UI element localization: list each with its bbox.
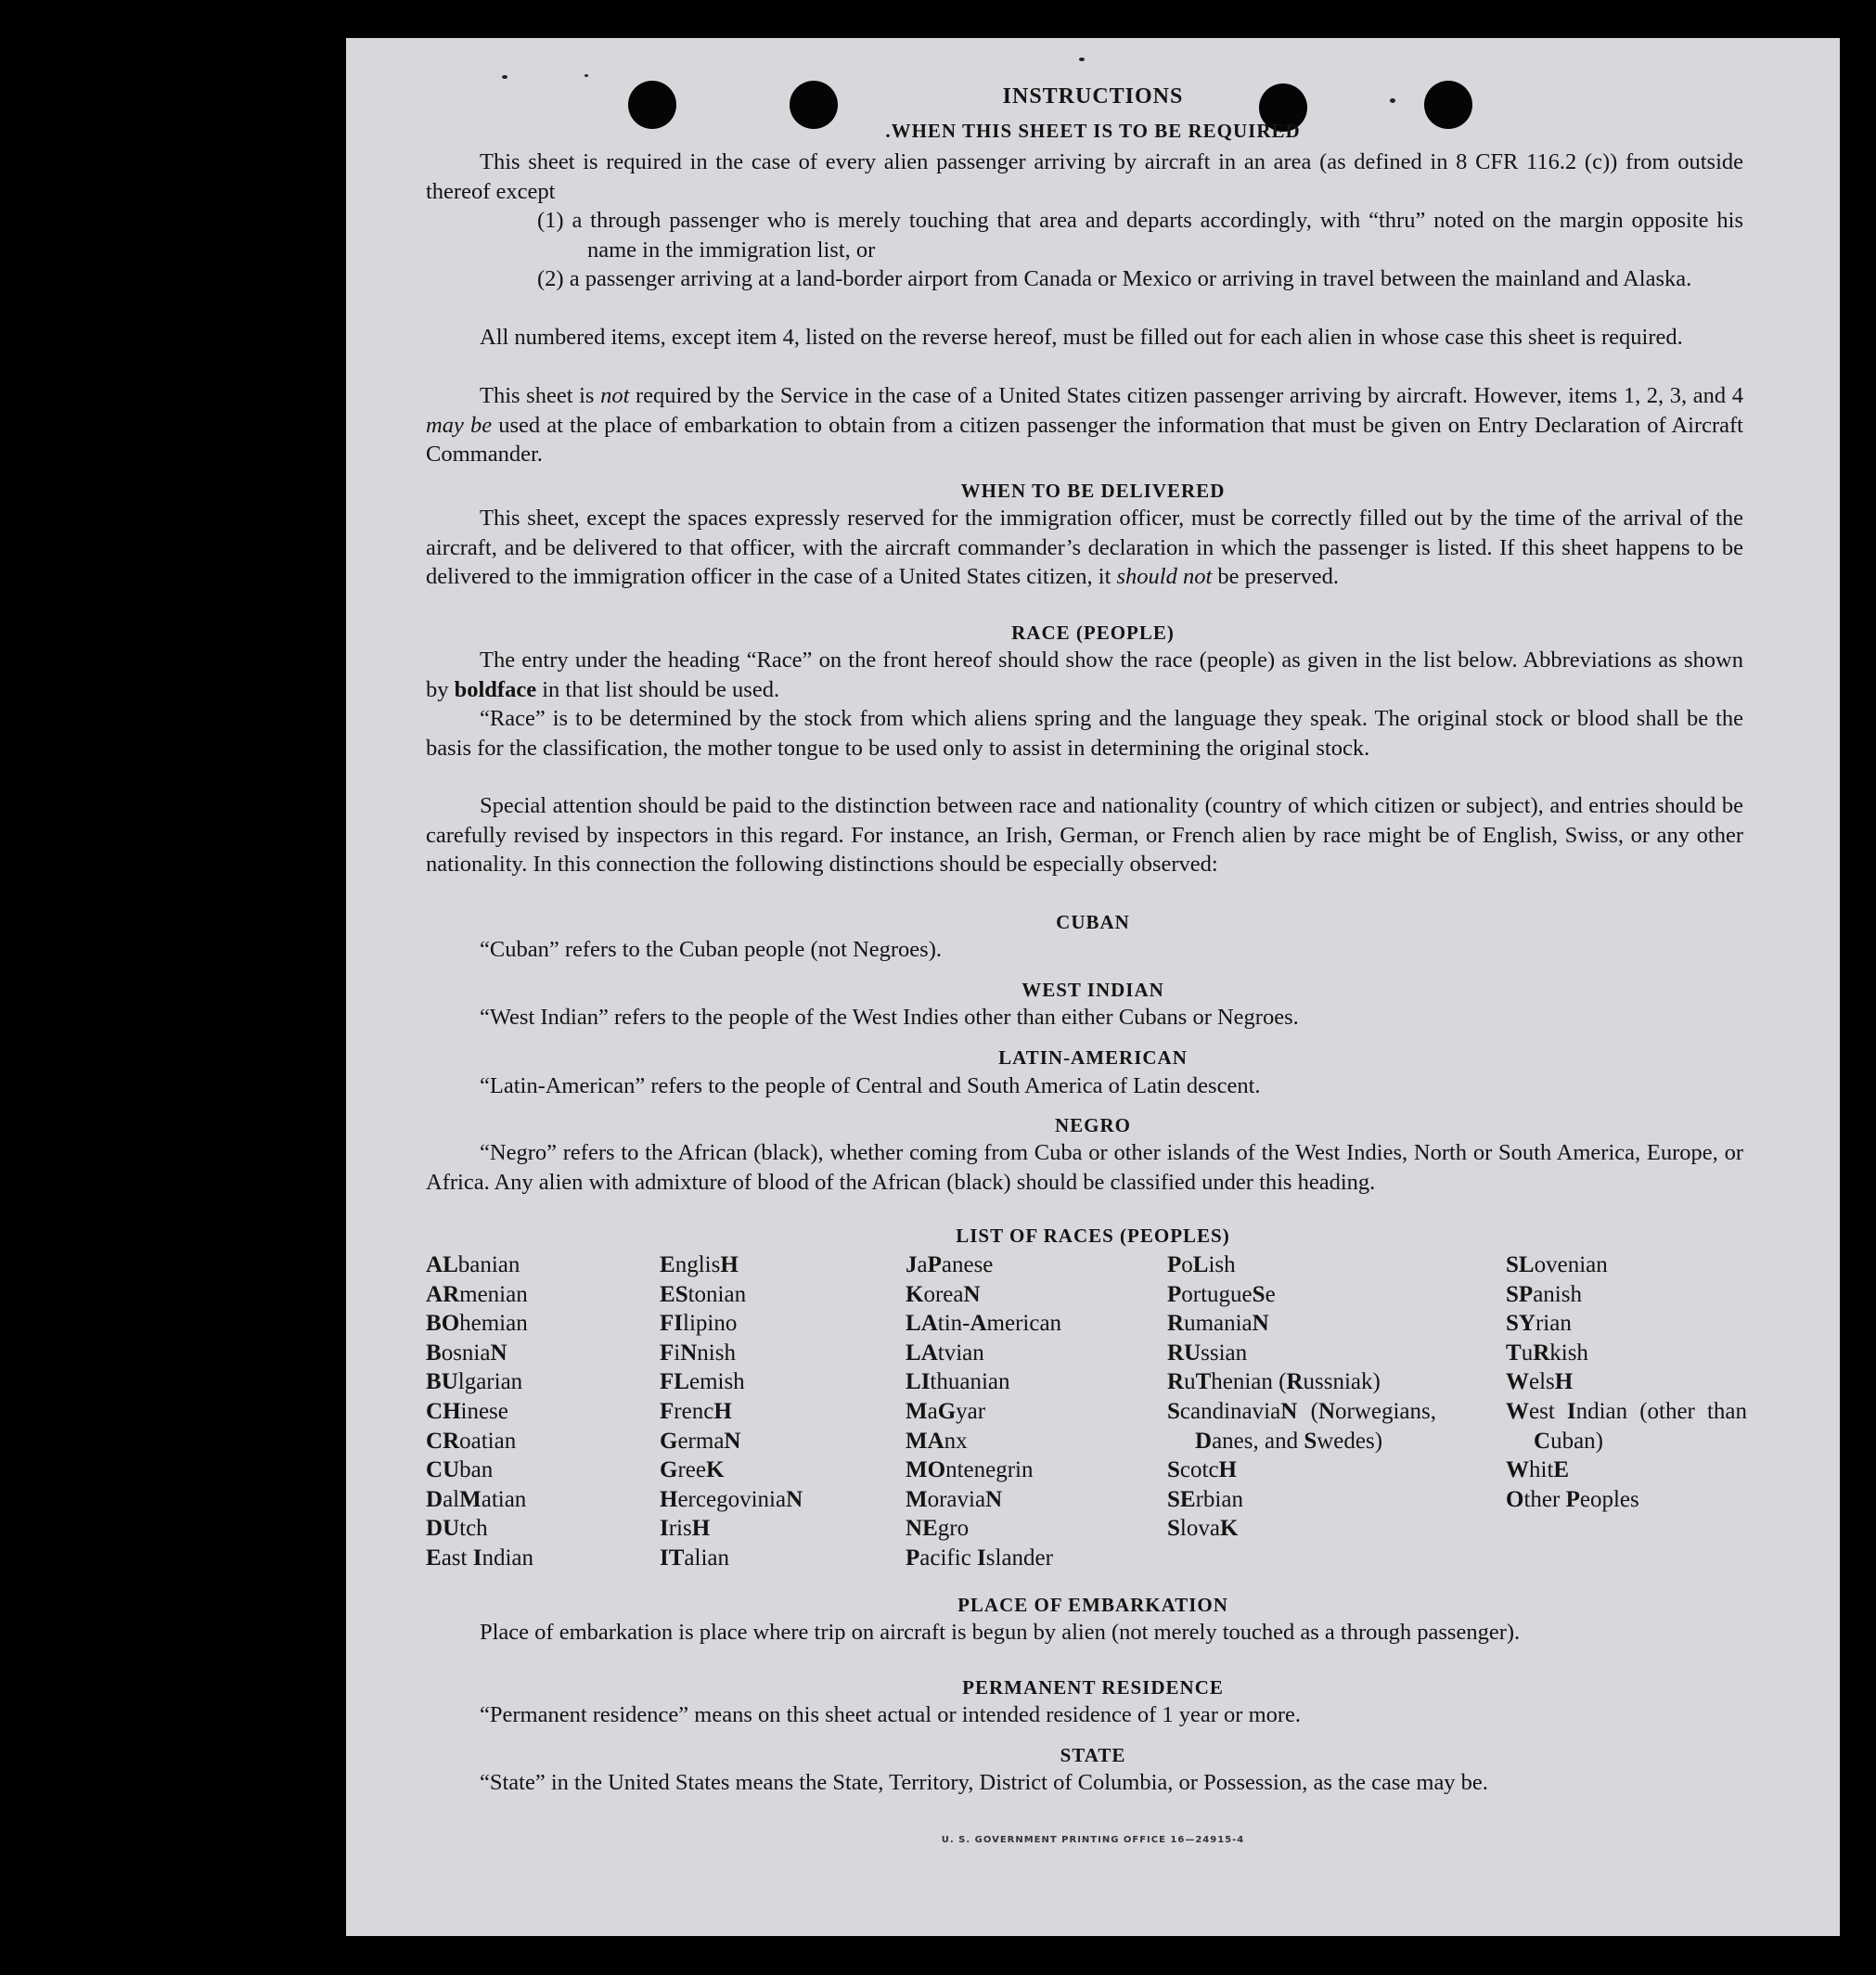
heading-embarkation: PLACE OF EMBARKATION bbox=[957, 1594, 1228, 1616]
race-entry: RumaniaN bbox=[1167, 1311, 1269, 1337]
paragraph: “Race” is to be determined by the stock from which aliens spring and the language they speak. The original stock or blood shall be the basis for the classification, the mother tongue to be used only to assist in determining the original stock. bbox=[426, 706, 1743, 761]
heading-state: STATE bbox=[1060, 1744, 1126, 1766]
race-entry: ARmenian bbox=[426, 1281, 528, 1307]
race-entry: LIthuanian bbox=[906, 1369, 1010, 1395]
race-entry: DUtch bbox=[426, 1516, 488, 1542]
heading-residence: PERMANENT RESIDENCE bbox=[962, 1676, 1224, 1699]
race-entry: LAtin-American bbox=[906, 1311, 1062, 1337]
race-entry: RUssian bbox=[1167, 1340, 1248, 1366]
list-item: (2) a passenger arriving at a land-border airport from Canada or Mexico or arriving in travel between the mainland and Alaska. bbox=[537, 266, 1692, 291]
speck bbox=[502, 75, 508, 79]
race-entry: WhitE bbox=[1506, 1457, 1570, 1483]
race-entry: Other Peoples bbox=[1506, 1486, 1639, 1512]
race-entry: CHinese bbox=[426, 1398, 508, 1424]
paragraph: This sheet is not required by the Service in the case of a United States citizen passenger arriving by aircraft. However, items 1, 2, 3, and 4 may be used at the place of embarkation to obtain from a citizen passenger the information that must be given on Entry Declaration of Aircraft Commander. bbox=[426, 383, 1743, 467]
paragraph: “Latin-American” refers to the people of Central and South America of Latin descent. bbox=[480, 1073, 1261, 1098]
heading-cuban: CUBAN bbox=[1056, 911, 1130, 933]
race-entry: West Indian (other than Cuban) bbox=[1506, 1398, 1747, 1454]
race-entry: BOhemian bbox=[426, 1311, 528, 1337]
paragraph: The entry under the heading “Race” on the front hereof should show the race (people) as given in the list below. Abbreviations as shown by boldface in that list should be used. bbox=[426, 648, 1743, 702]
paragraph: “State” in the United States means the State, Territory, District of Columbia, or Possession, as the case may be. bbox=[480, 1770, 1488, 1795]
printing-office-footer: U. S. GOVERNMENT PRINTING OFFICE 16—24915-4 bbox=[941, 1835, 1245, 1845]
paragraph: “Cuban” refers to the Cuban people (not Negroes). bbox=[480, 937, 942, 962]
race-entry: EnglisH bbox=[660, 1252, 739, 1277]
race-entry: ALbanian bbox=[426, 1252, 520, 1277]
race-column bbox=[426, 1250, 630, 1573]
race-entry: HercegoviniaN bbox=[660, 1486, 803, 1512]
page-title: INSTRUCTIONS bbox=[1002, 84, 1184, 109]
speck bbox=[585, 74, 588, 77]
heading-latin-american: LATIN-AMERICAN bbox=[998, 1046, 1188, 1069]
paragraph: This sheet is required in the case of every alien passenger arriving by aircraft in an area (as defined in 8 CFR 116.2 (c)) from outside thereof except bbox=[426, 149, 1743, 204]
race-entry: ITalian bbox=[660, 1545, 730, 1571]
race-column bbox=[1167, 1250, 1436, 1544]
race-entry: JaPanese bbox=[906, 1252, 994, 1277]
race-column bbox=[906, 1250, 1147, 1573]
race-entry: CRoatian bbox=[426, 1428, 517, 1454]
race-entry: Pacific Islander bbox=[906, 1545, 1053, 1571]
race-entry: SLovenian bbox=[1506, 1252, 1608, 1277]
heading-race: RACE (PEOPLE) bbox=[1011, 622, 1175, 644]
heading-west-indian: WEST INDIAN bbox=[1022, 979, 1164, 1001]
race-entry: GreeK bbox=[660, 1457, 725, 1483]
race-entry: BosniaN bbox=[426, 1340, 508, 1366]
heading-list-of-races: LIST OF RACES (PEOPLES) bbox=[956, 1225, 1230, 1247]
race-entry: MoraviaN bbox=[906, 1486, 1003, 1512]
speck bbox=[1079, 58, 1085, 61]
race-entry: FiNnish bbox=[660, 1340, 736, 1366]
race-entry: EStonian bbox=[660, 1281, 747, 1307]
race-entry: FLemish bbox=[660, 1369, 745, 1395]
race-entry: GermaN bbox=[660, 1428, 741, 1454]
paragraph: “West Indian” refers to the people of the West Indies other than either Cubans or Negroes. bbox=[480, 1005, 1299, 1030]
race-entry: SPanish bbox=[1506, 1281, 1582, 1307]
race-entry: MAnx bbox=[906, 1428, 968, 1454]
race-entry: SlovaK bbox=[1167, 1516, 1239, 1542]
race-entry: BUlgarian bbox=[426, 1369, 523, 1395]
race-entry: LAtvian bbox=[906, 1340, 984, 1366]
race-entry: PortugueSe bbox=[1167, 1281, 1276, 1307]
instruction-sheet bbox=[346, 38, 1840, 1936]
race-entry: MOntenegrin bbox=[906, 1457, 1034, 1483]
race-entry: FrencH bbox=[660, 1398, 732, 1424]
heading-when-required: .WHEN THIS SHEET IS TO BE REQUIRED bbox=[885, 120, 1301, 142]
race-entry: PoLish bbox=[1167, 1252, 1236, 1277]
paragraph: This sheet, except the spaces expressly reserved for the immigration officer, must be correctly filled out by the time of the arrival of the aircraft, and be delivered to that officer, with the aircraft commander’s declaration in which the passenger is listed. If this sheet happens to be delivered to the immigration officer in the case of a United States citizen, it should not be preserved. bbox=[426, 506, 1743, 589]
race-entry: FIlipino bbox=[660, 1311, 738, 1337]
race-entry: SYrian bbox=[1506, 1311, 1572, 1337]
race-entry: DalMatian bbox=[426, 1486, 527, 1512]
race-entry: CUban bbox=[426, 1457, 494, 1483]
race-column bbox=[660, 1250, 882, 1573]
race-entry: NEgro bbox=[906, 1516, 970, 1542]
paragraph: Place of embarkation is place where trip on aircraft is begun by alien (not merely touched as a through passenger). bbox=[480, 1620, 1521, 1645]
race-entry: MaGyar bbox=[906, 1398, 986, 1424]
race-entry: WelsH bbox=[1506, 1369, 1574, 1395]
race-entry: SErbian bbox=[1167, 1486, 1243, 1512]
race-entry: IrisH bbox=[660, 1516, 711, 1542]
paragraph: “Negro” refers to the African (black), whether coming from Cuba or other islands of the West Indies, North or South America, Europe, or Africa. Any alien with admixture of blood of the African (black) should be classified under this heading. bbox=[426, 1140, 1743, 1195]
heading-when-delivered: WHEN TO BE DELIVERED bbox=[960, 480, 1226, 502]
race-column bbox=[1506, 1250, 1747, 1514]
paragraph: “Permanent residence” means on this sheet actual or intended residence of 1 year or more. bbox=[480, 1702, 1302, 1727]
heading-negro: NEGRO bbox=[1054, 1114, 1131, 1136]
race-entry: East Indian bbox=[426, 1545, 533, 1571]
race-entry: RuThenian (Russniak) bbox=[1167, 1369, 1381, 1395]
race-entry: TuRkish bbox=[1506, 1340, 1588, 1366]
race-entry: KoreaN bbox=[906, 1281, 981, 1307]
race-entry: ScandinaviaN (Norwegians, Danes, and Swedes) bbox=[1167, 1398, 1436, 1454]
paragraph: Special attention should be paid to the distinction between race and nationality (country of which citizen or subject), and entries should be carefully revised by inspectors in this regard. For instance, an Irish, German, or French alien by race might be of English, Swiss, or any other nationality. In this connection the following distinctions should be especially observed: bbox=[426, 793, 1743, 877]
list-item: (1) a through passenger who is merely touching that area and departs accordingly, with “thru” noted on the margin opposite his name in the immigration list, or bbox=[537, 208, 1743, 263]
race-entry: ScotcH bbox=[1167, 1457, 1237, 1483]
paragraph: All numbered items, except item 4, listed on the reverse hereof, must be filled out for each alien in whose case this sheet is required. bbox=[480, 325, 1683, 350]
